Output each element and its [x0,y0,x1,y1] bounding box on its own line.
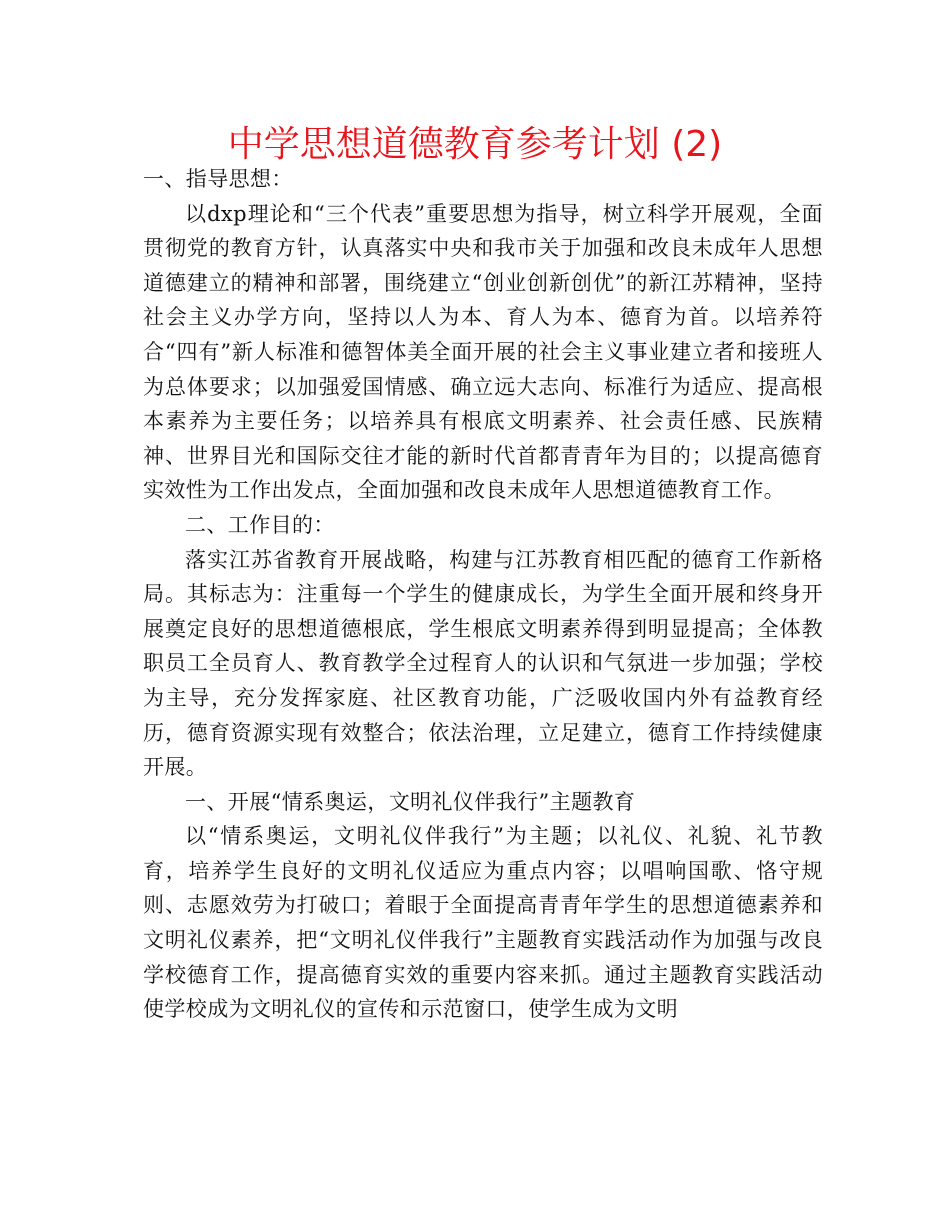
document-body [143,162,823,1027]
section-heading-work-goals: 二、工作目的： [185,512,335,537]
document-title: 中学思想道德教育参考计划 (2) [227,124,723,165]
paragraph-theme-education: 以“情系奥运，文明礼仪伴我行”为主题；以礼仪、礼貌、礼节教育，培养学生良好的文明礼仪适应为重点内容；以唱响国歌、恪守规则、志愿效劳为打破口；着眼于全面提高青青年学生的思想道德素养和文明礼仪素养，把“文明礼仪伴我行”主题教育实践活动作为加强与改良学校德育工作，提高德育实效的重要内容来抓。通过主题教育实践活动使学校成为文明礼仪的宣传和示范窗口，使学生成为文明 [143,824,823,1022]
paragraph-work-goals: 落实江苏省教育开展战略，构建与江苏教育相匹配的德育工作新格局。其标志为：注重每一个学生的健康成长，为学生全面开展和终身开展奠定良好的思想道德根底，学生根底文明素养得到明显提高；全体教职员工全员育人、教育教学全过程育人的认识和气氛进一步加强；学校为主导，充分发挥家庭、社区教育功能，广泛吸收国内外有益教育经历，德育资源实现有效整合；依法治理，立足建立，德育工作持续健康开展。 [143,547,823,780]
paragraph-guiding-ideology: 以dxp理论和“三个代表”重要思想为指导，树立科学开展观，全面贯彻党的教育方针，认真落实中央和我市关于加强和改良未成年人思想道德建立的精神和部署，围绕建立“创业创新创优”的新江苏精神，坚持社会主义办学方向，坚持以人为本、育人为本、德育为首。以培养符合“四有”新人标准和德智体美全面开展的社会主义事业建立者和接班人为总体要求；以加强爱国情感、确立远大志向、标准行为适应、提高根本素养为主要任务；以培养具有根底文明素养、社会责任感、民族精神、世界目光和国际交往才能的新时代首都青青年为目的；以提高德育实效性为工作出发点，全面加强和改良未成年人思想道德教育工作。 [143,201,823,503]
section-heading-theme-education: 一、开展“情系奥运，文明礼仪伴我行”主题教育 [185,789,636,814]
section-heading-guiding-ideology: 一、指导思想： [143,167,293,191]
